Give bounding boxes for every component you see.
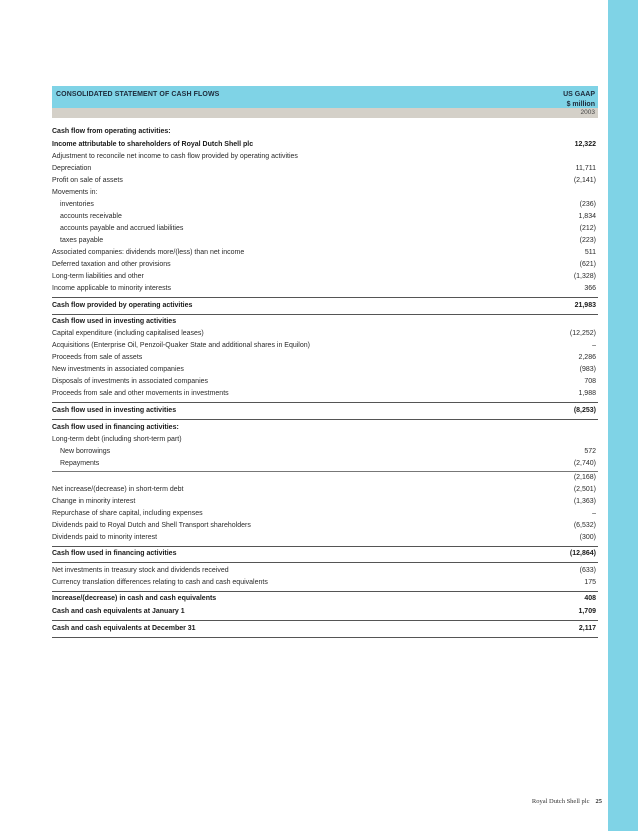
section-rule [52, 402, 598, 403]
row-label: inventories [60, 201, 94, 208]
row-value: (983) [579, 366, 596, 373]
row-value: 708 [584, 378, 596, 385]
row-value: 511 [584, 249, 596, 256]
table-row [52, 235, 598, 247]
table-row [52, 259, 598, 271]
table-row [52, 199, 598, 211]
column-year: 2003 [580, 109, 595, 116]
row-value: (621) [579, 261, 596, 268]
row-label: Cash flow used in financing activities: [52, 424, 179, 431]
row-label: Acquisitions (Enterprise Oil, Penzoil-Quaker State and additional shares in Equilon) [52, 342, 310, 349]
basis-and-unit [563, 90, 595, 110]
row-label: Increase/(decrease) in cash and cash equivalents [52, 595, 217, 602]
footer-company: Royal Dutch Shell plc [531, 798, 590, 805]
table-row [52, 175, 598, 187]
row-value: 408 [584, 595, 596, 602]
row-value: (12,864) [569, 550, 596, 557]
row-label: Cash flow used in investing activities [52, 407, 177, 414]
accounting-basis: US GAAP [563, 91, 595, 98]
row-value: 12,322 [574, 141, 596, 148]
table-row [52, 405, 598, 417]
row-value: (8,253) [573, 407, 596, 414]
section-rule [52, 314, 598, 315]
row-label: Long-term debt (including short-term part) [52, 436, 182, 443]
row-label: Movements in: [52, 189, 98, 196]
row-value: 11,711 [575, 165, 596, 172]
row-value: (212) [579, 225, 596, 232]
table-row [52, 340, 598, 352]
table-row [52, 139, 598, 151]
row-label: Income attributable to shareholders of Royal Dutch Shell plc [52, 141, 254, 148]
row-value: 1,709 [578, 608, 596, 615]
table-row [52, 163, 598, 175]
section-rule [52, 419, 598, 420]
row-label: taxes payable [60, 237, 104, 244]
row-value: (2,168) [573, 474, 596, 481]
table-row [52, 606, 598, 618]
table-row [52, 328, 598, 340]
row-label: Cash flow provided by operating activities [52, 302, 193, 309]
row-value: 366 [584, 285, 596, 292]
row-value: (236) [579, 201, 596, 208]
section-rule [52, 562, 598, 563]
row-label: Deferred taxation and other provisions [52, 261, 171, 268]
row-label: Profit on sale of assets [52, 177, 123, 184]
table-row [52, 422, 598, 434]
row-value: (1,363) [573, 498, 596, 505]
table-row [52, 623, 598, 635]
row-label: Capital expenditure (including capitalised leases) [52, 330, 204, 337]
page-footer [0, 798, 602, 805]
row-label: Currency translation differences relating to cash and cash equivalents [52, 579, 268, 586]
row-label: Depreciation [52, 165, 92, 172]
row-label: accounts receivable [60, 213, 122, 220]
table-row [52, 283, 598, 295]
row-value: 21,983 [574, 302, 596, 309]
table-row [52, 532, 598, 544]
row-value: (6,532) [573, 522, 596, 529]
row-label: Net investments in treasury stock and dividends received [52, 567, 229, 574]
table-row [52, 434, 598, 446]
section-rule [52, 297, 598, 298]
row-value: (1,328) [573, 273, 596, 280]
row-label: New borrowings [60, 448, 111, 455]
table-row [52, 376, 598, 388]
row-value: – [592, 510, 596, 517]
row-label: Repayments [60, 460, 100, 467]
row-value: (300) [579, 534, 596, 541]
row-value: 572 [584, 448, 596, 455]
row-label: Dividends paid to Royal Dutch and Shell Transport shareholders [52, 522, 251, 529]
row-value: (12,252) [569, 330, 596, 337]
table-row [52, 388, 598, 400]
table-header-bar [52, 86, 598, 108]
table-row [52, 364, 598, 376]
table-row [52, 300, 598, 312]
row-label: Dividends paid to minority interest [52, 534, 158, 541]
row-label: Proceeds from sale of assets [52, 354, 143, 361]
row-label: Proceeds from sale and other movements in investments [52, 390, 229, 397]
row-label: Income applicable to minority interests [52, 285, 172, 292]
row-label: accounts payable and accrued liabilities [60, 225, 184, 232]
row-value: (2,740) [573, 460, 596, 467]
row-value: (223) [579, 237, 596, 244]
row-value: 2,117 [578, 625, 596, 632]
section-rule [52, 637, 598, 638]
year-bar [52, 108, 598, 118]
table-row [52, 472, 598, 484]
section-rule [52, 620, 598, 621]
row-label: Cash flow used in investing activities [52, 318, 177, 325]
row-label: Change in minority interest [52, 498, 136, 505]
statement-title: CONSOLIDATED STATEMENT OF CASH FLOWS [56, 91, 220, 98]
row-value: 175 [584, 579, 596, 586]
row-label: Associated companies: dividends more/(less) than net income [52, 249, 245, 256]
table-row [52, 593, 598, 605]
row-value: 2,286 [578, 354, 596, 361]
table-row [52, 446, 598, 458]
row-value: (2,141) [573, 177, 596, 184]
section-rule [52, 546, 598, 547]
table-row [52, 520, 598, 532]
row-label: Net increase/(decrease) in short-term debt [52, 486, 184, 493]
table-row [52, 484, 598, 496]
row-label: Cash flow from operating activities: [52, 128, 171, 135]
table-row [52, 577, 598, 589]
section-rule [52, 591, 598, 592]
table-row [52, 352, 598, 364]
row-label: New investments in associated companies [52, 366, 184, 373]
table-row [52, 187, 598, 199]
row-label: Disposals of investments in associated companies [52, 378, 209, 385]
page-number: 25 [595, 798, 602, 805]
cash-flow-statement-table [52, 86, 598, 632]
row-value: – [592, 342, 596, 349]
row-label: Cash and cash equivalents at January 1 [52, 608, 185, 615]
table-row [52, 458, 598, 470]
table-row [52, 211, 598, 223]
table-row [52, 548, 598, 560]
row-label: Long-term liabilities and other [52, 273, 144, 280]
table-row [52, 151, 598, 163]
table-row [52, 565, 598, 577]
table-row [52, 316, 598, 328]
currency-unit: $ million [566, 101, 595, 108]
row-label: Adjustment to reconcile net income to cash flow provided by operating activities [52, 153, 298, 160]
row-value: 1,988 [578, 390, 596, 397]
table-row [52, 508, 598, 520]
table-row [52, 223, 598, 235]
row-value: (633) [579, 567, 596, 574]
row-value: 1,834 [578, 213, 596, 220]
table-row [52, 271, 598, 283]
table-row [52, 126, 598, 138]
row-label: Repurchase of share capital, including expenses [52, 510, 203, 517]
row-label: Cash flow used in financing activities [52, 550, 177, 557]
row-label: Cash and cash equivalents at December 31 [52, 625, 196, 632]
table-row [52, 496, 598, 508]
table-row [52, 247, 598, 259]
side-accent-stripe [608, 0, 638, 831]
row-value: (2,501) [573, 486, 596, 493]
